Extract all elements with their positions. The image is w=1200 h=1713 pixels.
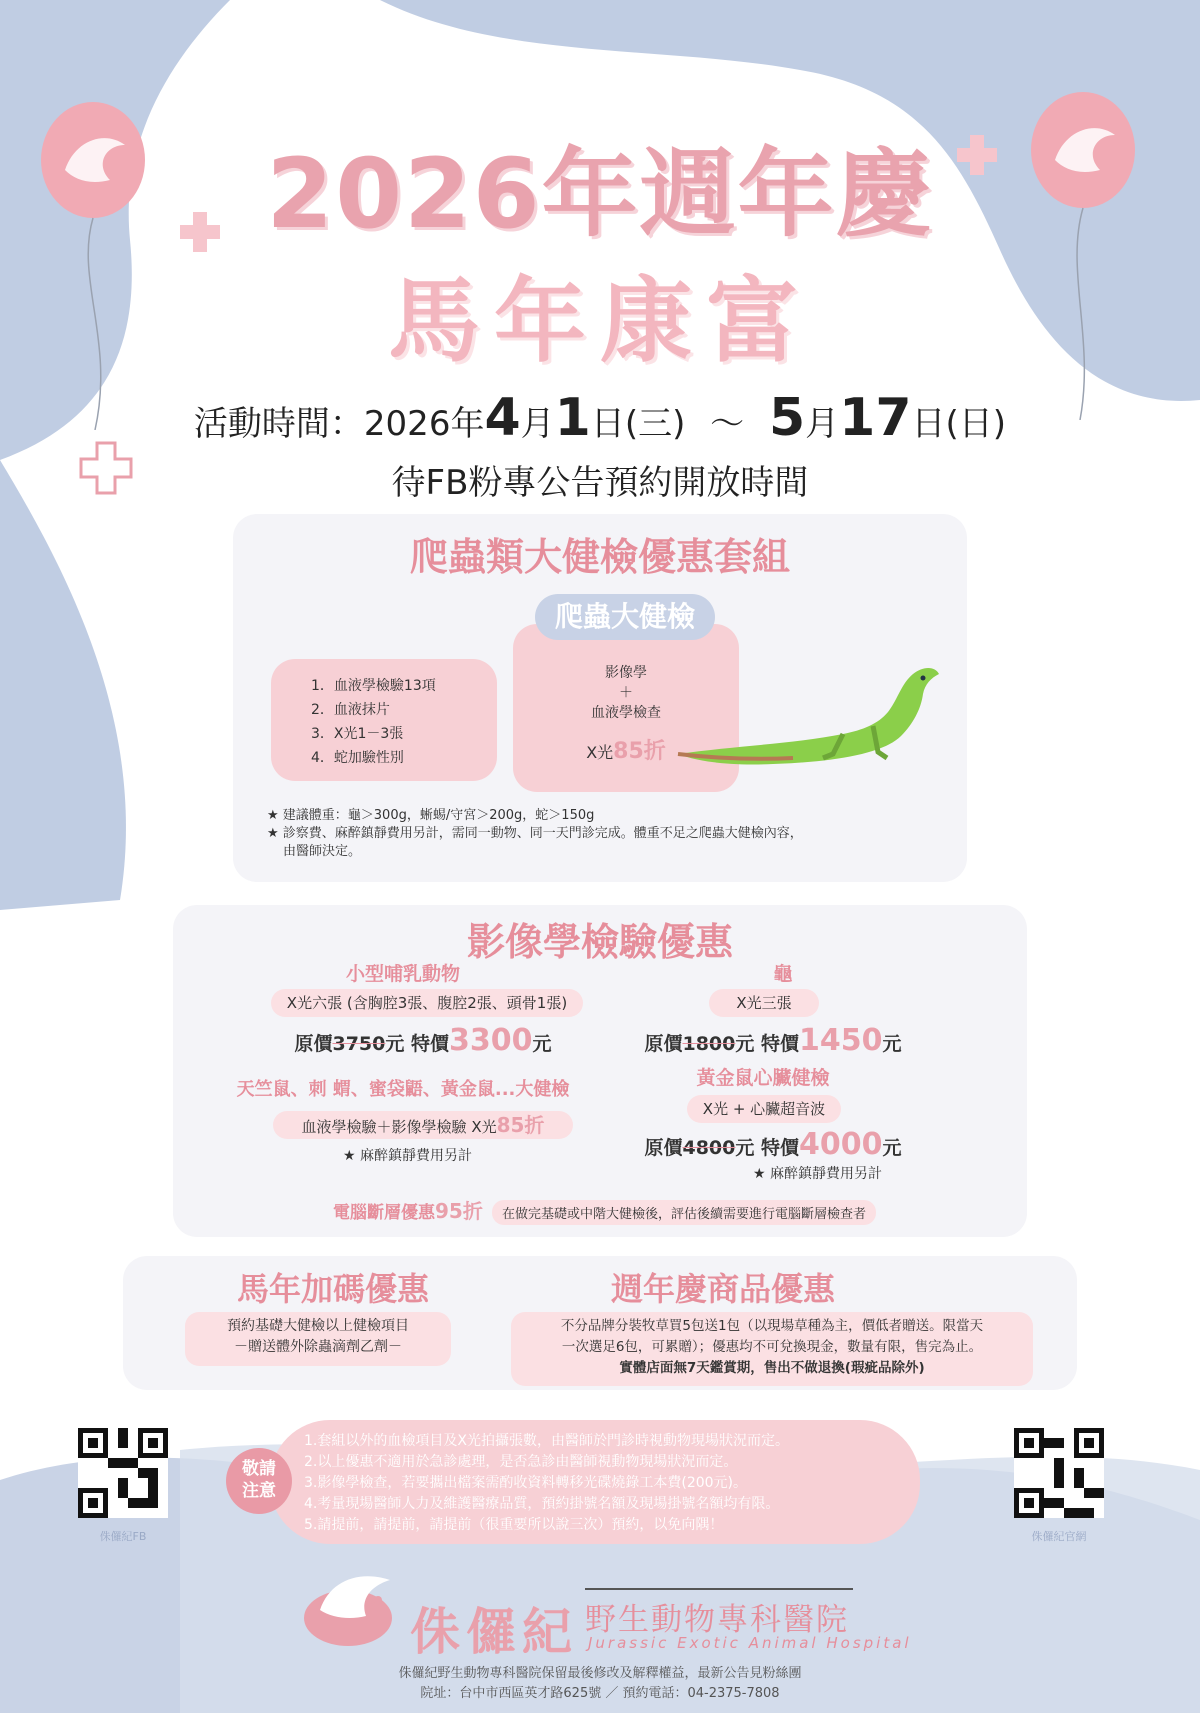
package-blood: 血液學檢查 bbox=[591, 705, 661, 721]
ct-discount: 95折 bbox=[435, 1199, 483, 1223]
ct-offer bbox=[333, 1195, 876, 1225]
reptile-item: 1．血液學檢驗13項 bbox=[311, 678, 436, 694]
footer-divider bbox=[585, 1588, 853, 1590]
notes-line: 1.套組以外的血檢項目及X光拍攝張數，由醫師於門診時視動物現場狀況而定。 bbox=[304, 1433, 789, 1449]
ct-label: 電腦斷層優惠 bbox=[333, 1203, 435, 1223]
month-char: 月 bbox=[520, 404, 555, 444]
mammal-price bbox=[253, 1023, 593, 1058]
hamster-price bbox=[603, 1127, 943, 1162]
mammal-special-value: 3300 bbox=[449, 1023, 533, 1058]
small-animal-tag-text: 血液學檢驗＋影像學檢驗 X光 bbox=[301, 1118, 497, 1136]
package-imaging: 影像學 bbox=[605, 665, 647, 681]
notes-badge bbox=[226, 1448, 292, 1514]
tilde: ～ bbox=[710, 404, 745, 444]
bonus-line: －贈送體外除蟲滴劑乙劑－ bbox=[234, 1339, 402, 1355]
start-month: 4 bbox=[484, 388, 521, 448]
goods-line: 一次選足6包，可累贈）；優惠均不可兌換現金，數量有限，售完為止。 bbox=[561, 1339, 983, 1355]
hamster-orig-label: 原價 bbox=[644, 1137, 683, 1159]
imaging-title: 影像學檢驗優惠 bbox=[466, 920, 733, 964]
hamster-orig-value: 4800 bbox=[682, 1137, 736, 1159]
notes-line: 5.請提前，請提前，請提前（很重要所以說三次）預約，以免向隅！ bbox=[304, 1517, 724, 1533]
turtle-tag: X光三張 bbox=[709, 989, 819, 1017]
mammal-unit: 元 bbox=[532, 1033, 552, 1055]
reptile-item: 4．蛇加驗性別 bbox=[311, 750, 404, 766]
goods-line: 不分品牌分裝牧草買5包送1包（以現場草種為主，價低者贈送。限當天 bbox=[560, 1318, 984, 1334]
website-qr-label: 侏儸紀官網 bbox=[1031, 1530, 1087, 1543]
end-day: 17 bbox=[839, 388, 912, 448]
reptile-note: ★ 建議體重：龜＞300g，蜥蜴/守宮＞200g，蛇＞150g bbox=[267, 808, 595, 823]
fb-qr-label: 侏儸紀FB bbox=[99, 1530, 147, 1543]
turtle-orig-label: 原價 bbox=[644, 1033, 683, 1055]
start-day: 1 bbox=[554, 388, 591, 448]
end-weekday: 日(日) bbox=[911, 404, 1007, 444]
goods-title: 週年慶商品優惠 bbox=[610, 1270, 835, 1308]
turtle-unit: 元 bbox=[882, 1033, 902, 1055]
small-animal-tag bbox=[273, 1111, 573, 1139]
hospital-logo-icon bbox=[300, 1560, 400, 1650]
bonus-box bbox=[185, 1312, 451, 1366]
bonus-title: 馬年加碼優惠 bbox=[236, 1270, 429, 1308]
turtle-orig-value: 1800 bbox=[682, 1033, 736, 1055]
hamster-special-label: 元 特價 bbox=[735, 1137, 799, 1159]
turtle-title: 龜 bbox=[773, 963, 793, 985]
event-date bbox=[0, 388, 1200, 448]
reptile-item: 2．血液抹片 bbox=[311, 702, 390, 718]
notes-line: 4.考量現場醫師人力及維護醫療品質，預約掛號名額及現場掛號名額均有限。 bbox=[304, 1496, 780, 1512]
ct-desc: 在做完基礎或中階大健檢後，評估後續需要進行電腦斷層檢查者 bbox=[492, 1200, 876, 1225]
reptile-item: 3．X光1－3張 bbox=[311, 726, 404, 742]
notes-line: 3.影像學檢查，若要攜出檔案需酌收資料轉移光碟燒錄工本費(200元)。 bbox=[304, 1475, 748, 1491]
event-label: 活動時間： bbox=[193, 404, 364, 444]
hospital-brand: 侏儸紀 bbox=[410, 1603, 578, 1661]
website-qr-code[interactable] bbox=[1014, 1428, 1104, 1518]
xray-label: X光 bbox=[586, 743, 614, 762]
turtle-special-value: 1450 bbox=[799, 1023, 883, 1058]
end-month: 5 bbox=[768, 388, 806, 448]
bonus-line: 預約基礎大健檢以上健檢項目 bbox=[227, 1318, 409, 1334]
mammal-special-label: 元 特價 bbox=[385, 1033, 449, 1055]
footer-address: 院址：台中市西區英才路625號 ／ 預約電話：04-2375-7808 bbox=[420, 1686, 780, 1701]
page-title: 2026年週年慶 bbox=[266, 138, 934, 250]
bonus-panel bbox=[123, 1256, 1077, 1390]
xray-discount: 85折 bbox=[613, 739, 666, 764]
mammal-orig-label: 原價 bbox=[294, 1033, 333, 1055]
imaging-panel bbox=[173, 905, 1027, 1237]
notes-box bbox=[270, 1420, 920, 1544]
event-year: 2026年 bbox=[363, 404, 485, 444]
start-weekday: 日(三) bbox=[590, 404, 686, 444]
goods-line: 實體店面無7天鑑賞期，售出不做退換(瑕疵品除外) bbox=[619, 1360, 925, 1376]
hamster-unit: 元 bbox=[882, 1137, 902, 1159]
small-animal-discount: 85折 bbox=[496, 1113, 545, 1137]
month-char: 月 bbox=[805, 404, 840, 444]
hospital-english: Jurassic Exotic Animal Hospital bbox=[588, 1634, 912, 1652]
hospital-name: 野生動物專科醫院 bbox=[585, 1602, 849, 1638]
turtle-special-label: 元 特價 bbox=[735, 1033, 799, 1055]
hamster-tag: X光 + 心臟超音波 bbox=[687, 1095, 841, 1123]
event-notice: 待FB粉專公告預約開放時間 bbox=[391, 463, 809, 503]
hamster-note: ★ 麻醉鎮靜費用另計 bbox=[753, 1166, 883, 1182]
footer-disclaimer: 侏儸紀野生動物專科醫院保留最後修改及解釋權益，最新公告見粉絲團 bbox=[398, 1666, 802, 1681]
reptile-note: ★ 診察費、麻醉鎮靜費用另計，需同一動物、同一天門診完成。體重不足之爬蟲大健檢內容， bbox=[267, 826, 803, 841]
notes-line: 2.以上優惠不適用於急診處理，是否急診由醫師視動物現場狀況而定。 bbox=[304, 1454, 738, 1470]
notes-badge-line: 敬請 bbox=[242, 1459, 276, 1479]
mammal-tag: X光六張 (含胸腔3張、腹腔2張、頭骨1張) bbox=[271, 989, 583, 1017]
small-animal-title: 天竺鼠、刺 蝟、蜜袋鼯、黃金鼠...大健檢 bbox=[236, 1079, 570, 1100]
reptile-badge: 爬蟲大健檢 bbox=[535, 594, 715, 640]
iguana-illustration bbox=[673, 654, 943, 774]
small-animal-note: ★ 麻醉鎮靜費用另計 bbox=[343, 1148, 473, 1164]
turtle-price bbox=[603, 1023, 943, 1058]
reptile-note: 由醫師決定。 bbox=[283, 844, 362, 859]
notes-badge-line: 注意 bbox=[242, 1481, 276, 1501]
mammal-orig-value: 3750 bbox=[332, 1033, 386, 1055]
page-subtitle: 馬年康富 bbox=[387, 268, 812, 375]
reptile-title: 爬蟲類大健檢優惠套組 bbox=[409, 535, 790, 579]
package-plus: ＋ bbox=[619, 685, 633, 701]
reptile-items-box bbox=[271, 659, 497, 781]
goods-box bbox=[511, 1312, 1033, 1386]
fb-qr-code[interactable] bbox=[78, 1428, 168, 1518]
reptile-panel bbox=[233, 514, 967, 882]
mammal-title: 小型哺乳動物 bbox=[345, 963, 460, 985]
hamster-special-value: 4000 bbox=[799, 1127, 883, 1162]
hamster-title: 黃金鼠心臟健檢 bbox=[696, 1067, 830, 1089]
